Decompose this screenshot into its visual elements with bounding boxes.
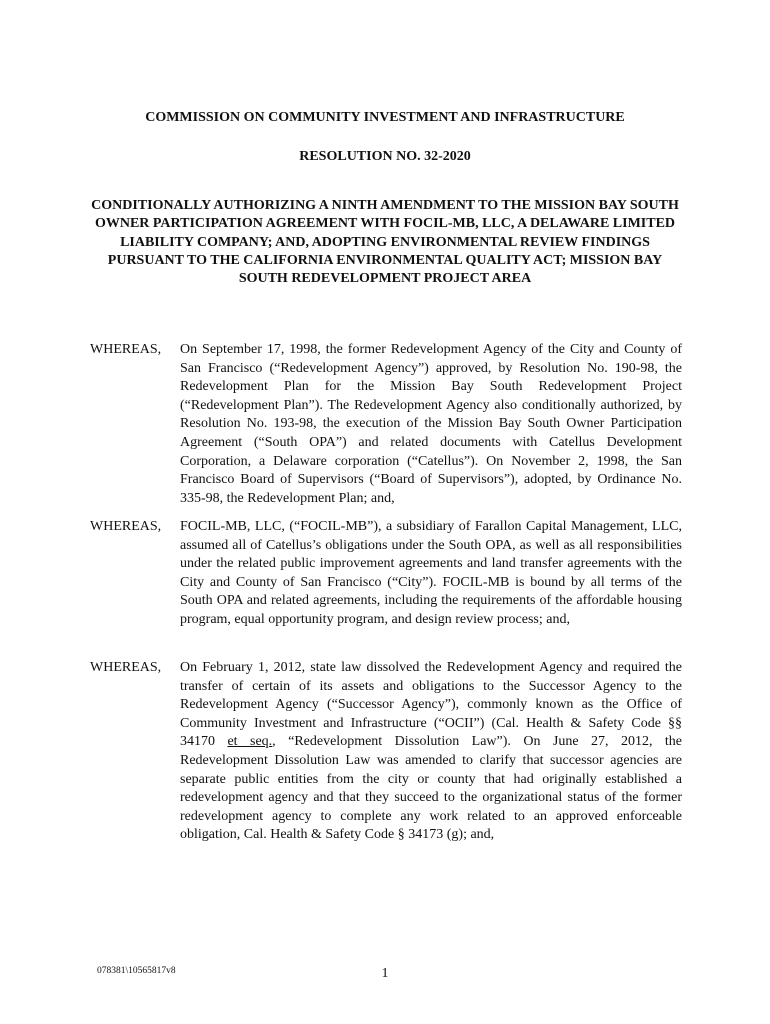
whereas-label: WHEREAS, (90, 660, 162, 675)
recital-text: On September 17, 1998, the former Redevelopment Agency of the City and County of San Francisco (“Redevelopment Agency”) approved, by Resolution No. 190-98, the Redevelopment Plan for the Mission Bay South Redevelopment Project (“Redevelopment Plan”). The Redevelopment Agency also conditionally authorized, by Resolution No. 193-98, the execution of the Mission Bay South Owner Participation Agreement (“South OPA”) and related documents with Catellus Development Corporation, a Delaware corporation (“Catellus”). On November 2, 1998, the San Francisco Board of Supervisors (“Board of Supervisors”), adopted, by Ordinance No. 335-98, the Redevelopment Plan; and, (180, 342, 682, 506)
resolution-number: RESOLUTION NO. 32-2020 (299, 149, 471, 164)
whereas-label: WHEREAS, (90, 342, 162, 357)
recital-text-part: On February 1, 2012, state law dissolved the Redevelopment Agency and required the transfer of certain of its assets and obligations to the Successor Agency to the Redevelopment Agency (“Successor Agency”), commonly known as the Office of Community Investment and Infrastructure (“OCII”) (Cal. Health & Safety Code §§ 34170 (180, 660, 682, 750)
whereas-label: WHEREAS, (90, 519, 162, 534)
recital-text (180, 659, 682, 845)
resolution-title: CONDITIONALLY AUTHORIZING A NINTH AMENDMENT TO THE MISSION BAY SOUTH OWNER PARTICIPATION AGREEMENT WITH FOCIL-MB, LLC, A DELAWARE LIMITED LIABILITY COMPANY; AND, ADOPTING ENVIRONMENTAL REVIEW FINDINGS PURSUANT TO THE CALIFORNIA ENVIRONMENTAL QUALITY ACT; MISSION BAY SOUTH REDEVELOPMENT PROJECT AREA (91, 198, 679, 287)
recital-text-part: , “Redevelopment Dissolution Law”). On June 27, 2012, the Redevelopment Dissolution Law was amended to clarify that successor agencies are separate public entities from the city or county that had originally established a redevelopment agency and that they succeed to the organizational status of the former redevelopment agency to complete any work related to an approved enforceable obligation, Cal. Health & Safety Code § 34173 (g); and, (180, 734, 683, 843)
page-number: 1 (381, 966, 389, 981)
recital-1 (90, 341, 682, 508)
commission-heading: COMMISSION ON COMMUNITY INVESTMENT AND INFRASTRUCTURE (145, 110, 625, 125)
recital-2 (90, 518, 682, 630)
recital-3 (90, 659, 682, 845)
recital-text: FOCIL-MB, LLC, (“FOCIL-MB”), a subsidiary of Farallon Capital Management, LLC, assumed all of Catellus’s obligations under the South OPA, as well as all responsibilities under the related public improvement agreements and land transfer agreements with the City and County of San Francisco (“City”). FOCIL-MB is bound by all terms of the South OPA and related agreements, including the requirements of the affordable housing program, equal opportunity program, and design review process; and, (180, 519, 682, 627)
document-id: 078381\10565817v8 (97, 966, 176, 976)
et-seq-underlined: et seq. (227, 734, 273, 750)
